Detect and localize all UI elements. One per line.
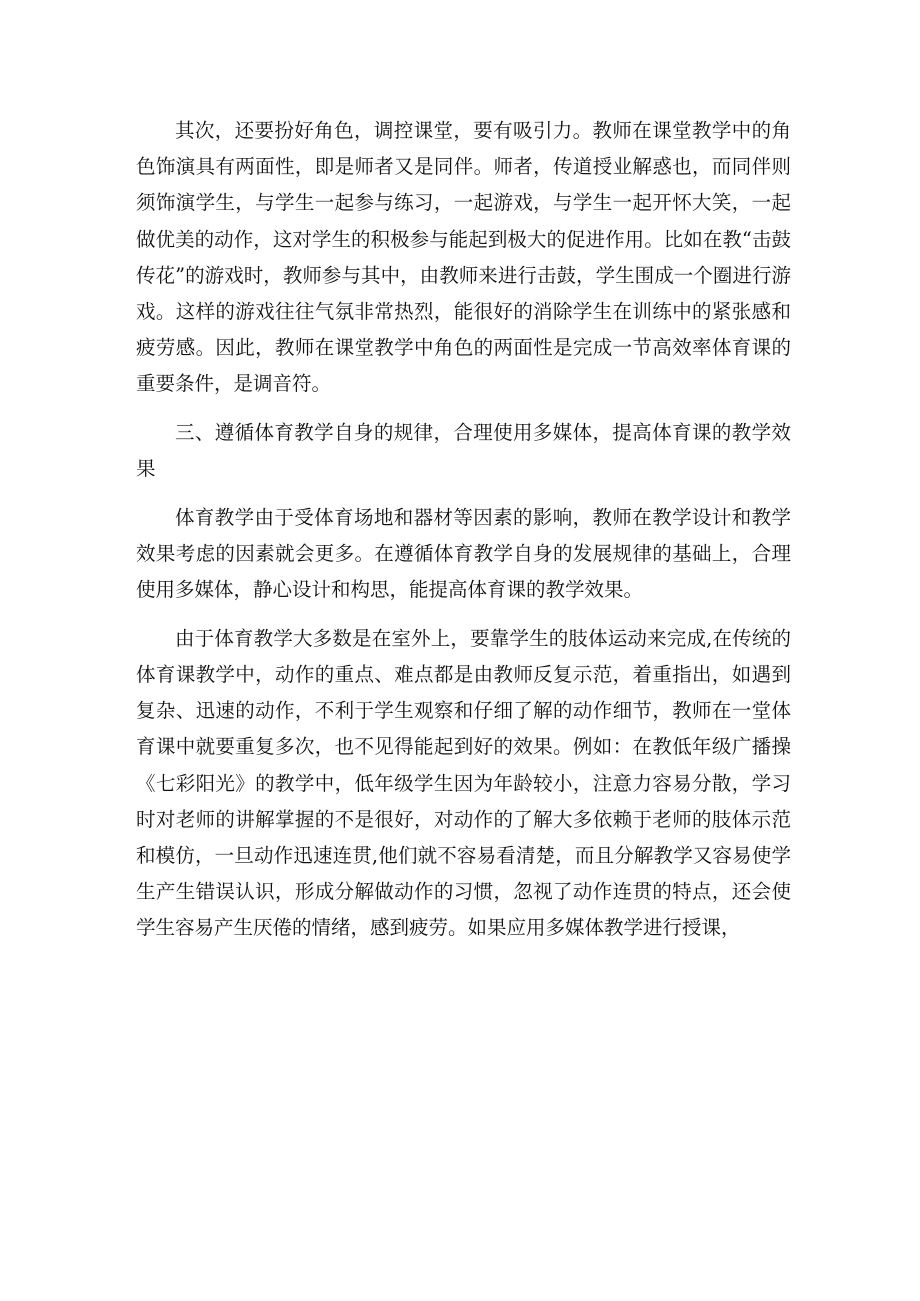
paragraph-outdoor-teaching: 由于体育教学大多数是在室外上，要靠学生的肢体运动来完成,在传统的体育课教学中，动作的重点、难点都是由教师反复示范，着重指出，如遇到复杂、迅速的动作，不利于学生观察和仔细了解的动作细节，教师在一堂体育课中就要重复多次，也不见得能起到好的效果。例如：在教低年级广播操《七彩阳光》的教学中，低年级学生因为年龄较小，注意力容易分散，学习时对老师的讲解掌握的不是很好，对动作的了解大多依赖于老师的肢体示范和模仿，一旦动作迅速连贯,他们就不容易看清楚，而且分解教学又容易使学生产生错误认识，形成分解做动作的习惯，忽视了动作连贯的特点，还会使学生容易产生厌倦的情绪，感到疲劳。如果应用多媒体教学进行授课， bbox=[136, 626, 791, 940]
document-page bbox=[136, 113, 791, 959]
paragraph-teaching-design: 体育教学由于受体育场地和器材等因素的影响，教师在教学设计和教学效果考虑的因素就会更多。在遵循体育教学自身的发展规律的基础上，合理使用多媒体，静心设计和构思，能提高体育课的教学效果。 bbox=[136, 505, 791, 602]
section-heading-multimedia: 三、遵循体育教学自身的规律，合理使用多媒体，提高体育课的教学效果 bbox=[136, 421, 791, 481]
paragraph-teacher-role: 其次，还要扮好角色，调控课堂，要有吸引力。教师在课堂教学中的角色饰演具有两面性，即是师者又是同伴。师者，传道授业解惑也，而同伴则须饰演学生，与学生一起参与练习，一起游戏，与学生一起开怀大笑，一起做优美的动作，这对学生的积极参与能起到极大的促进作用。比如在教“击鼓传花”的游戏时，教师参与其中，由教师来进行击鼓，学生围成一个圈进行游戏。这样的游戏往往气氛非常热烈，能很好的消除学生在训练中的紧张感和疲劳感。因此，教师在课堂教学中角色的两面性是完成一节高效率体育课的重要条件，是调音符。 bbox=[136, 119, 791, 396]
